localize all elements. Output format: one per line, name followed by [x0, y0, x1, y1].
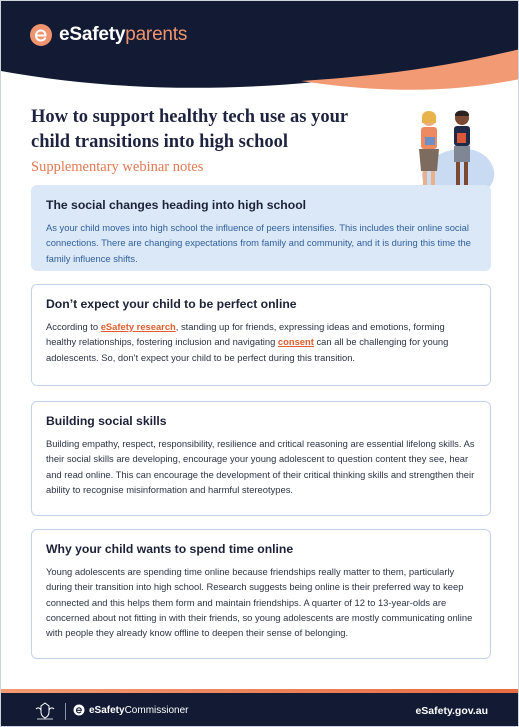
esafety-research-link[interactable]: eSafety research: [100, 321, 176, 332]
logo-text-bold: eSafety: [59, 24, 126, 45]
section-body: As your child moves into high school the influence of peers intensifies. This includes their online social connections. There are changing expectations from family and community, and it is during this time the family influence shifts.: [46, 222, 471, 264]
esafety-parents-logo[interactable]: [29, 23, 187, 47]
section-heading: Why your child wants to spend time online: [46, 542, 294, 556]
section-body: Young adolescents are spending time online because friendships really matter to them, particularly during their transition into high school. Research suggests being online is their preferred way to keep connected and this helps them form and maintain friendships. A quarter of 12 to 13-year-olds are concerned about not fitting in with their friends, so young adolescents are mostly communicating online with people they already know offline to deepen their sense of belonging.: [46, 566, 473, 639]
section-time-online: [31, 529, 491, 659]
section-social-changes: [31, 185, 491, 271]
section-body: [46, 319, 476, 365]
esafety-commissioner-icon: [73, 704, 85, 716]
website-link[interactable]: eSafety.gov.au: [415, 705, 488, 717]
body-text: can all be challenging for young adolescents. So, don’t expect your child to be perfect during this transition.: [46, 336, 449, 363]
footer-divider: [65, 703, 66, 720]
logo-text: [59, 24, 187, 46]
esafety-commissioner-logo[interactable]: [73, 704, 188, 716]
section-not-perfect: [31, 284, 491, 386]
body-text: According to: [46, 321, 101, 332]
commissioner-bold: eSafety: [89, 704, 125, 716]
page-subtitle: Supplementary webinar notes: [31, 159, 204, 175]
commissioner-text: [89, 705, 188, 716]
section-social-skills: [31, 401, 491, 516]
logo-text-light: parents: [125, 24, 188, 45]
commissioner-light: Commissioner: [124, 704, 189, 716]
page-title: How to support healthy tech use as your child transitions into high school: [31, 107, 348, 152]
section-heading: Building social skills: [46, 414, 167, 428]
body-text: , standing up for friends, expressing ideas and emotions, forming healthy relationships, fostering inclusion and navigating: [46, 321, 445, 348]
section-body: Building empathy, respect, responsibility, resilience and critical reasoning are essential lifelong skills. As their social skills are developing, encourage your young adolescent to question content they see, hear and read online. This can encourage the development of their critical thinking skills and strengthen their ability to recognise misinformation and harmful stereotypes.: [46, 438, 475, 495]
section-heading: The social changes heading into high school: [46, 198, 307, 212]
coat-of-arms-icon: [33, 701, 57, 721]
consent-link[interactable]: consent: [277, 336, 314, 348]
esafety-logo-icon: [29, 23, 53, 47]
section-heading: Don’t expect your child to be perfect online: [46, 297, 297, 311]
